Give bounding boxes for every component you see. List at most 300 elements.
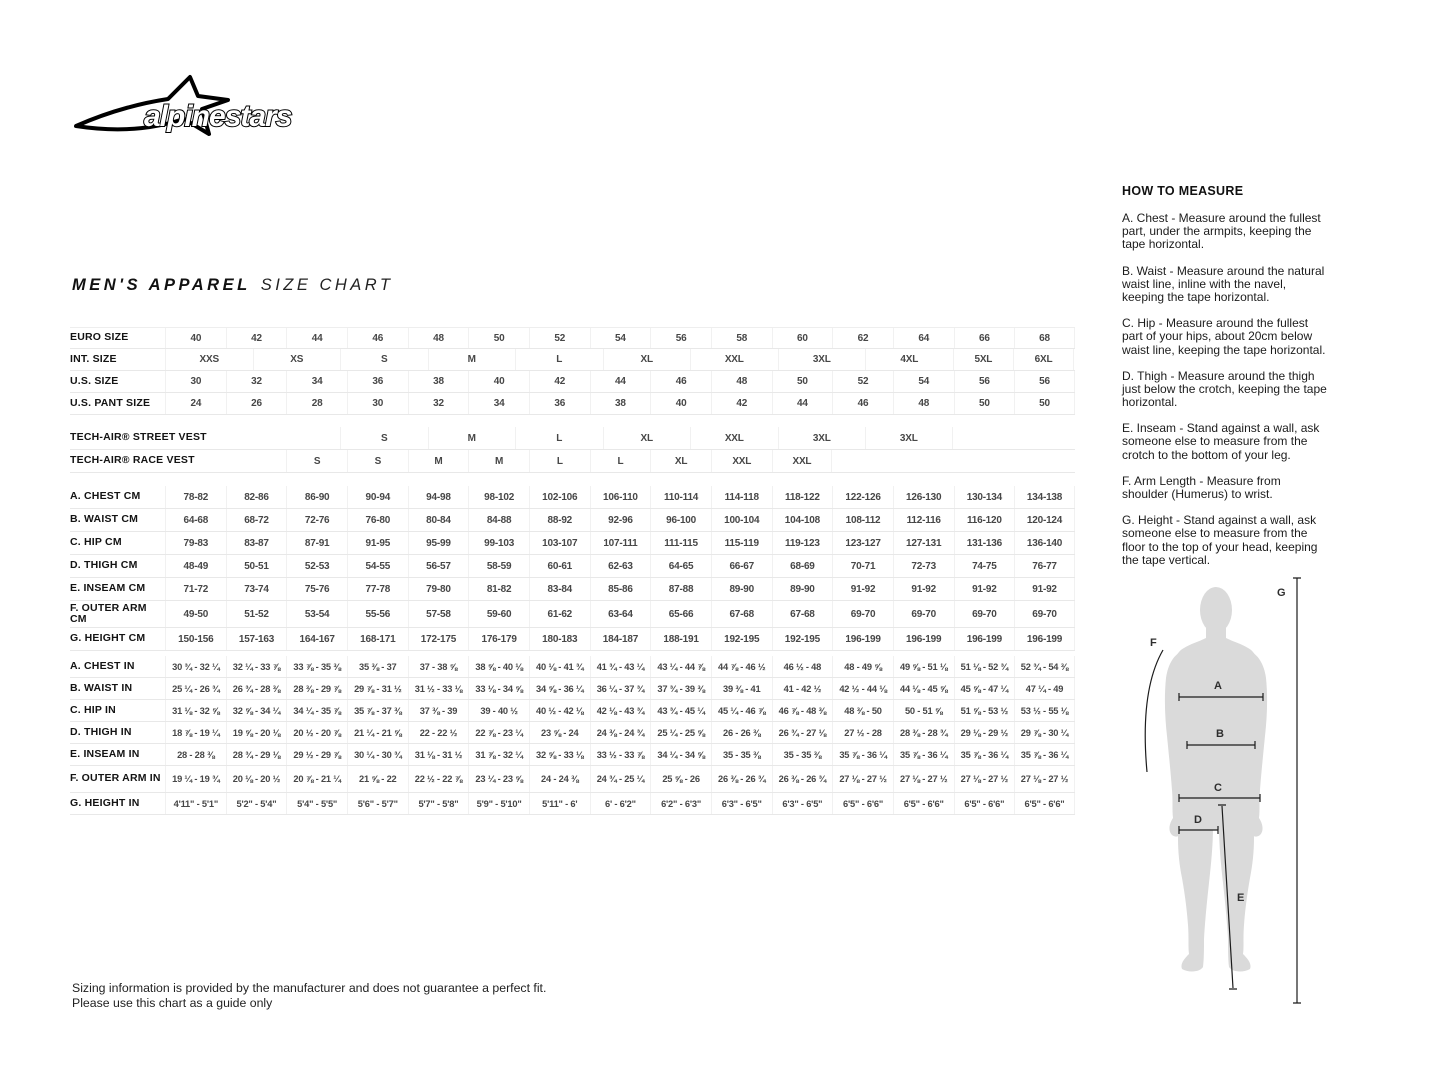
size-cell: 31 ⅛ - 31 ½ <box>408 744 469 765</box>
size-cell: 95-99 <box>408 532 469 554</box>
size-cell: 192-195 <box>772 628 833 650</box>
size-cell: 48 - 49 ⅝ <box>832 656 893 677</box>
table-row-euro-size <box>70 327 1075 349</box>
size-cell: 40 <box>468 371 529 392</box>
size-cell: 196-199 <box>893 628 954 650</box>
size-cell: 37 ¾ - 39 ⅜ <box>650 678 711 699</box>
size-cell: 51 ⅝ - 53 ½ <box>954 700 1015 721</box>
size-cell: 28 ⅜ - 29 ⅞ <box>286 678 347 699</box>
size-cell: 46 ½ - 48 <box>772 656 833 677</box>
size-cell: 123-127 <box>832 532 893 554</box>
row-label-tech-air-street-vest: TECH-AIR® STREET VEST <box>70 431 207 444</box>
size-cell: 81-82 <box>468 578 529 600</box>
row-label-tech-air-race-vest: TECH-AIR® RACE VEST <box>70 454 195 467</box>
size-cell: M <box>428 427 516 449</box>
size-cell: 74-75 <box>954 555 1015 577</box>
size-cell: 57-58 <box>408 601 469 627</box>
row-label-u-s-size: U.S. SIZE <box>70 374 119 387</box>
size-cell: 89-90 <box>711 578 772 600</box>
size-cell: 4'11" - 5'1" <box>165 793 226 814</box>
row-label-a-chest-cm: A. CHEST CM <box>70 490 141 503</box>
size-cell: 87-91 <box>286 532 347 554</box>
size-cell: 87-88 <box>650 578 711 600</box>
figure-label-c: C <box>1214 782 1222 794</box>
size-cell: 32 ¼ - 33 ⅞ <box>226 656 287 677</box>
size-cell: 20 ⅞ - 21 ¼ <box>286 766 347 792</box>
size-cell: 6'5" - 6'6" <box>1014 793 1075 814</box>
size-cell: 75-76 <box>286 578 347 600</box>
size-cell: 168-171 <box>347 628 408 650</box>
row-label-b-waist-cm: B. WAIST CM <box>70 513 139 526</box>
size-cell: 20 ⅛ - 20 ½ <box>226 766 287 792</box>
size-cell: 100-104 <box>711 509 772 531</box>
size-cell: 32 ⅝ - 33 ⅛ <box>529 744 590 765</box>
arm-length-measure-line <box>1145 650 1163 772</box>
measure-instruction-e: E. Inseam - Stand against a wall, ask someone else to measure from the crotch to the bottom of your leg. <box>1122 421 1320 462</box>
size-cell: 28 ⅜ - 28 ¾ <box>893 722 954 743</box>
table-section-gap <box>70 415 1075 427</box>
size-cell: 6'5" - 6'6" <box>893 793 954 814</box>
size-cell: 48 <box>711 371 772 392</box>
size-cell: 33 ½ - 33 ⅞ <box>590 744 651 765</box>
size-cell: 34 <box>468 393 529 414</box>
size-cell: 44 ⅛ - 45 ⅝ <box>893 678 954 699</box>
figure-label-d: D <box>1194 814 1202 826</box>
size-cell: 54 <box>893 371 954 392</box>
size-cell: 6'3" - 6'5" <box>711 793 772 814</box>
measurement-figure <box>1140 572 1310 1007</box>
size-cell: 49 ⅝ - 51 ⅛ <box>893 656 954 677</box>
size-cell: 23 ¼ - 23 ⅝ <box>468 766 529 792</box>
size-cell: 120-124 <box>1014 509 1075 531</box>
row-label-b-waist-in: B. WAIST IN <box>70 681 133 694</box>
size-cell: 34 <box>286 371 347 392</box>
size-cell: 51-52 <box>226 601 287 627</box>
size-cell: 98-102 <box>468 486 529 508</box>
size-cell: 48-49 <box>165 555 226 577</box>
size-cell: S <box>347 450 408 472</box>
size-cell: 37 - 38 ⅝ <box>408 656 469 677</box>
size-cell: 69-70 <box>832 601 893 627</box>
size-cell: 26 ¾ - 27 ⅛ <box>772 722 833 743</box>
size-cell: 49-50 <box>165 601 226 627</box>
size-cell: M <box>408 450 469 472</box>
size-cell: 40 <box>650 393 711 414</box>
size-cell: 5'9" - 5'10" <box>468 793 529 814</box>
table-row-f-outer-arm-cm <box>70 601 1075 628</box>
size-cell: 32 <box>226 371 287 392</box>
size-cell: 29 ⅞ - 30 ¼ <box>1014 722 1075 743</box>
size-cell: 164-167 <box>286 628 347 650</box>
size-cell: 56 <box>954 371 1015 392</box>
disclaimer-line-2: Please use this chart as a guide only <box>72 995 273 1010</box>
logo-wordmark: alpinestars <box>144 100 292 133</box>
size-cell: 35 ⅞ - 36 ¼ <box>832 744 893 765</box>
size-cell: 68-69 <box>772 555 833 577</box>
size-cell: 82-86 <box>226 486 287 508</box>
size-cell: 184-187 <box>590 628 651 650</box>
size-cell: 5'6" - 5'7" <box>347 793 408 814</box>
size-cell: L <box>529 450 590 472</box>
size-cell: 24 ¾ - 25 ¼ <box>590 766 651 792</box>
size-cell: 24 <box>165 393 226 414</box>
size-cell: 91-92 <box>954 578 1015 600</box>
size-cell: 40 ⅛ - 41 ¾ <box>529 656 590 677</box>
size-cell: 25 ¼ - 26 ¾ <box>165 678 226 699</box>
size-cell: XS <box>253 349 341 370</box>
size-cell: 104-108 <box>772 509 833 531</box>
size-cell: 6'5" - 6'6" <box>954 793 1015 814</box>
size-cell: 28 ¾ - 29 ⅛ <box>226 744 287 765</box>
size-cell: 52 <box>832 371 893 392</box>
size-cell: 29 ⅛ - 29 ½ <box>954 722 1015 743</box>
size-cell: 19 ¼ - 19 ¾ <box>165 766 226 792</box>
size-cell: 115-119 <box>711 532 772 554</box>
table-row-f-outer-arm-in <box>70 766 1075 793</box>
size-cell: 53-54 <box>286 601 347 627</box>
size-cell: 35 ⅞ - 36 ¼ <box>1014 744 1075 765</box>
size-cell: 56-57 <box>408 555 469 577</box>
size-cell: 30 <box>165 371 226 392</box>
size-cell: 46 <box>832 393 893 414</box>
disclaimer-line-1: Sizing information is provided by the manufacturer and does not guarantee a perfect fit. <box>72 981 547 995</box>
size-cell: 26 ¾ - 28 ⅜ <box>226 678 287 699</box>
size-cell: 22 - 22 ½ <box>408 722 469 743</box>
size-cell: 56 <box>650 328 711 348</box>
size-cell: 31 ⅛ - 32 ⅝ <box>165 700 226 721</box>
size-cell: S <box>340 349 428 370</box>
size-cell: 41 - 42 ½ <box>772 678 833 699</box>
row-label-int-size: INT. SIZE <box>70 352 117 365</box>
table-row-b-waist-in <box>70 678 1075 700</box>
size-cell: 60 <box>772 328 833 348</box>
size-cell: 46 ⅞ - 48 ⅜ <box>772 700 833 721</box>
size-cell: 150-156 <box>165 628 226 650</box>
size-cell: 42 ⅛ - 43 ¾ <box>590 700 651 721</box>
size-cell: 3XL <box>778 349 866 370</box>
table-row-int-size <box>70 349 1075 371</box>
table-row-e-inseam-in <box>70 744 1075 766</box>
size-cell: 85-86 <box>590 578 651 600</box>
size-cell: M <box>468 450 529 472</box>
size-cell: 50 <box>772 371 833 392</box>
size-cell: XXL <box>772 450 833 472</box>
how-to-measure-panel <box>1122 184 1330 580</box>
size-cell: 5'2" - 5'4" <box>226 793 287 814</box>
size-cell: 92-96 <box>590 509 651 531</box>
size-cell: 35 - 35 ⅜ <box>772 744 833 765</box>
size-cell: 35 - 35 ⅜ <box>711 744 772 765</box>
size-cell: XL <box>603 427 691 449</box>
size-cell: 69-70 <box>1014 601 1075 627</box>
table-row-u-s-size <box>70 371 1075 393</box>
size-cell: 96-100 <box>650 509 711 531</box>
size-cell: 42 ½ - 44 ⅛ <box>832 678 893 699</box>
size-cell: 38 ⅝ - 40 ⅛ <box>468 656 529 677</box>
size-table <box>70 327 1075 815</box>
measure-instruction-a: A. Chest - Measure around the fullest part, under the armpits, keeping the tape horizontal. <box>1122 211 1321 252</box>
size-cell: 28 <box>286 393 347 414</box>
size-cell: 6'5" - 6'6" <box>832 793 893 814</box>
row-label-f-outer-arm-in: F. OUTER ARM IN <box>70 772 161 785</box>
size-cell: 42 <box>529 371 590 392</box>
size-cell: 44 <box>590 371 651 392</box>
size-cell: 50 <box>1014 393 1075 414</box>
size-cell: 130-134 <box>954 486 1015 508</box>
size-cell: 47 ¼ - 49 <box>1014 678 1075 699</box>
table-row-b-waist-cm <box>70 509 1075 532</box>
size-cell: 41 ¾ - 43 ¼ <box>590 656 651 677</box>
size-cell: 48 <box>893 393 954 414</box>
row-label-c-hip-cm: C. HIP CM <box>70 536 122 549</box>
size-cell: 35 ⅜ - 37 <box>347 656 408 677</box>
size-cell: L <box>515 349 603 370</box>
title-main: MEN'S APPAREL <box>72 276 251 294</box>
size-cell: 88-92 <box>529 509 590 531</box>
size-cell: 79-80 <box>408 578 469 600</box>
size-cell: 58-59 <box>468 555 529 577</box>
size-cell: 52 ¾ - 54 ⅜ <box>1014 656 1075 677</box>
size-cell: 172-175 <box>408 628 469 650</box>
size-cell: 50 <box>954 393 1015 414</box>
size-cell: 69-70 <box>893 601 954 627</box>
size-cell: S <box>286 450 347 472</box>
row-label-euro-size: EURO SIZE <box>70 331 129 344</box>
measure-instruction-c: C. Hip - Measure around the fullest part of your hips, about 20cm below waist line, keeping the tape horizontal. <box>1122 316 1326 357</box>
size-cell: 26 ⅜ - 26 ¾ <box>711 766 772 792</box>
size-cell: 52-53 <box>286 555 347 577</box>
male-silhouette-icon <box>1165 587 1267 971</box>
size-cell: 6'2" - 6'3" <box>650 793 711 814</box>
size-cell: 22 ½ - 22 ⅞ <box>408 766 469 792</box>
size-cell: 76-80 <box>347 509 408 531</box>
size-cell: 45 ¼ - 46 ⅞ <box>711 700 772 721</box>
size-cell: 6'3" - 6'5" <box>772 793 833 814</box>
size-cell: 46 <box>347 328 408 348</box>
size-cell: 64 <box>893 328 954 348</box>
size-cell: 34 ¼ - 34 ⅝ <box>650 744 711 765</box>
table-row-c-hip-cm <box>70 532 1075 555</box>
size-cell: 192-195 <box>711 628 772 650</box>
size-cell: 53 ½ - 55 ⅛ <box>1014 700 1075 721</box>
size-cell: 39 ⅜ - 41 <box>711 678 772 699</box>
size-cell: 27 ⅛ - 27 ½ <box>832 766 893 792</box>
size-cell: 58 <box>711 328 772 348</box>
figure-label-e: E <box>1237 892 1245 904</box>
size-cell: 25 ⅝ - 26 <box>650 766 711 792</box>
size-cell: 48 ⅜ - 50 <box>832 700 893 721</box>
table-row-e-inseam-cm <box>70 578 1075 601</box>
measure-instruction-b: B. Waist - Measure around the natural waist line, inline with the navel, keeping the tape horizontal. <box>1122 263 1325 304</box>
size-cell: 36 <box>529 393 590 414</box>
size-cell: 66-67 <box>711 555 772 577</box>
size-cell: 116-120 <box>954 509 1015 531</box>
size-cell: 3XL <box>778 427 866 449</box>
size-cell: 38 <box>408 371 469 392</box>
size-cell: 44 <box>286 328 347 348</box>
table-row-u-s-pant-size <box>70 393 1075 415</box>
size-cell: XXL <box>690 427 778 449</box>
size-cell: 50 - 51 ⅝ <box>893 700 954 721</box>
size-cell: 63-64 <box>590 601 651 627</box>
size-cell: 83-84 <box>529 578 590 600</box>
size-cell: 76-77 <box>1014 555 1075 577</box>
how-to-measure-heading: HOW TO MEASURE <box>1122 184 1244 198</box>
size-cell: 64-65 <box>650 555 711 577</box>
size-cell: 196-199 <box>1014 628 1075 650</box>
size-cell: 26 - 26 ⅜ <box>711 722 772 743</box>
size-cell: 157-163 <box>226 628 287 650</box>
size-cell: 32 ⅝ - 34 ¼ <box>226 700 287 721</box>
size-cell: 3XL <box>865 427 953 449</box>
figure-label-g: G <box>1277 587 1286 599</box>
table-row-d-thigh-cm <box>70 555 1075 578</box>
measure-instruction-f: F. Arm Length - Measure from shoulder (Humerus) to wrist. <box>1122 473 1281 501</box>
size-cell: 6' - 6'2" <box>590 793 651 814</box>
size-cell: XXS <box>165 349 253 370</box>
size-cell: 31 ⅞ - 32 ¼ <box>468 744 529 765</box>
size-cell: 50-51 <box>226 555 287 577</box>
row-label-e-inseam-cm: E. INSEAM CM <box>70 582 146 595</box>
size-cell: 37 ⅜ - 39 <box>408 700 469 721</box>
size-cell: 42 <box>226 328 287 348</box>
size-cell: 72-73 <box>893 555 954 577</box>
size-cell: 106-110 <box>590 486 651 508</box>
size-cell: 33 ⅛ - 34 ⅝ <box>468 678 529 699</box>
measure-instruction-g: G. Height - Stand against a wall, ask someone else to measure from the floor to the top of your head, keeping the tape vertical. <box>1122 513 1318 567</box>
size-cell: 110-114 <box>650 486 711 508</box>
size-cell: 78-82 <box>165 486 226 508</box>
size-cell: 4XL <box>865 349 953 370</box>
size-cell: 71-72 <box>165 578 226 600</box>
size-cell: 40 <box>165 328 226 348</box>
size-cell: L <box>590 450 651 472</box>
page-title <box>72 276 393 295</box>
disclaimer <box>72 981 546 1011</box>
figure-label-b: B <box>1216 728 1224 740</box>
size-cell: 122-126 <box>832 486 893 508</box>
table-section-gap <box>70 473 1075 486</box>
size-cell: 27 ⅛ - 27 ½ <box>954 766 1015 792</box>
size-cell: 91-92 <box>893 578 954 600</box>
size-cell: 102-106 <box>529 486 590 508</box>
size-cell: 6XL <box>1013 349 1074 370</box>
size-cell: 40 ½ - 42 ⅛ <box>529 700 590 721</box>
size-cell: 176-179 <box>468 628 529 650</box>
size-cell: 114-118 <box>711 486 772 508</box>
size-cell: 59-60 <box>468 601 529 627</box>
size-cell: 91-92 <box>832 578 893 600</box>
size-cell: 35 ⅞ - 37 ⅜ <box>347 700 408 721</box>
table-row-g-height-in <box>70 793 1075 815</box>
size-cell: 34 ¼ - 35 ⅞ <box>286 700 347 721</box>
size-cell: 46 <box>650 371 711 392</box>
row-label-d-thigh-cm: D. THIGH CM <box>70 559 138 572</box>
size-cell: 61-62 <box>529 601 590 627</box>
size-cell: 72-76 <box>286 509 347 531</box>
table-row-a-chest-in <box>70 656 1075 678</box>
size-cell: 5XL <box>953 349 1014 370</box>
figure-label-a: A <box>1214 680 1222 692</box>
size-cell: 19 ⅝ - 20 ⅛ <box>226 722 287 743</box>
size-cell: 25 ¼ - 25 ⅝ <box>650 722 711 743</box>
size-cell: 60-61 <box>529 555 590 577</box>
size-cell: 69-70 <box>954 601 1015 627</box>
size-cell: 27 ½ - 28 <box>832 722 893 743</box>
size-cell: 62 <box>832 328 893 348</box>
size-cell: 26 ⅜ - 26 ¾ <box>772 766 833 792</box>
size-cell: 90-94 <box>347 486 408 508</box>
size-cell: 38 <box>590 393 651 414</box>
row-label-f-outer-arm-cm: F. OUTER ARM CM <box>70 601 147 625</box>
size-cell: 54 <box>590 328 651 348</box>
size-cell: 180-183 <box>529 628 590 650</box>
size-cell: 126-130 <box>893 486 954 508</box>
size-cell: 131-136 <box>954 532 1015 554</box>
size-cell: 24 ⅜ - 24 ¾ <box>590 722 651 743</box>
size-cell: 127-131 <box>893 532 954 554</box>
size-cell: 28 - 28 ⅜ <box>165 744 226 765</box>
size-cell: 34 ⅝ - 36 ¼ <box>529 678 590 699</box>
size-cell: 27 ⅛ - 27 ½ <box>1014 766 1075 792</box>
size-cell: 50 <box>468 328 529 348</box>
size-cell: 196-199 <box>954 628 1015 650</box>
size-cell: 77-78 <box>347 578 408 600</box>
size-cell: 44 ⅞ - 46 ½ <box>711 656 772 677</box>
size-cell: 67-68 <box>772 601 833 627</box>
size-cell: 43 ¼ - 44 ⅞ <box>650 656 711 677</box>
size-cell: 136-140 <box>1014 532 1075 554</box>
size-cell: L <box>515 427 603 449</box>
size-cell: 23 ⅝ - 24 <box>529 722 590 743</box>
size-cell: 64-68 <box>165 509 226 531</box>
size-cell: 108-112 <box>832 509 893 531</box>
size-cell: 188-191 <box>650 628 711 650</box>
size-cell: 66 <box>954 328 1015 348</box>
size-cell: 119-123 <box>772 532 833 554</box>
size-cell: 103-107 <box>529 532 590 554</box>
size-cell: XXL <box>690 349 778 370</box>
size-cell: 94-98 <box>408 486 469 508</box>
measure-instruction-d: D. Thigh - Measure around the thigh just below the crotch, keeping the tape horizontal. <box>1122 368 1327 410</box>
size-cell: 99-103 <box>468 532 529 554</box>
size-cell: 29 ⅞ - 31 ½ <box>347 678 408 699</box>
size-cell: 36 ¼ - 37 ¾ <box>590 678 651 699</box>
size-cell: 54-55 <box>347 555 408 577</box>
figure-label-f: F <box>1150 637 1157 649</box>
size-cell: M <box>428 349 516 370</box>
size-cell: 45 ⅝ - 47 ¼ <box>954 678 1015 699</box>
size-cell: 5'4" - 5'5" <box>286 793 347 814</box>
table-row-tech-air-street-vest <box>70 427 1075 450</box>
table-row-a-chest-cm <box>70 486 1075 509</box>
size-cell: 111-115 <box>650 532 711 554</box>
row-label-d-thigh-in: D. THIGH IN <box>70 725 132 738</box>
table-row-g-height-cm <box>70 628 1075 651</box>
row-label-u-s-pant-size: U.S. PANT SIZE <box>70 396 151 409</box>
size-cell: 112-116 <box>893 509 954 531</box>
size-cell: 29 ½ - 29 ⅞ <box>286 744 347 765</box>
size-cell: 30 ¾ - 32 ¼ <box>165 656 226 677</box>
table-row-d-thigh-in <box>70 722 1075 744</box>
size-cell: 30 ¼ - 30 ¾ <box>347 744 408 765</box>
row-label-a-chest-in: A. CHEST IN <box>70 659 135 672</box>
size-cell: 39 - 40 ½ <box>468 700 529 721</box>
size-cell: 68 <box>1014 328 1075 348</box>
size-cell: 56 <box>1014 371 1075 392</box>
size-cell: 31 ½ - 33 ⅛ <box>408 678 469 699</box>
size-cell: 83-87 <box>226 532 287 554</box>
